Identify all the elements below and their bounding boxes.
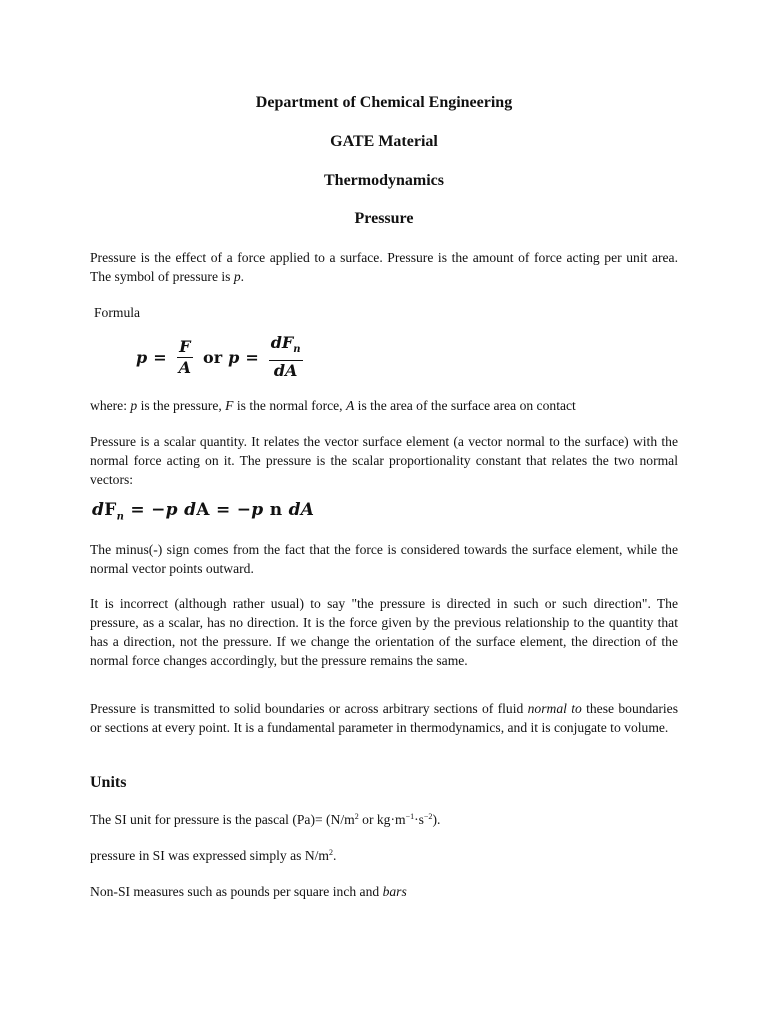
fraction-numerator-sub: n bbox=[293, 344, 301, 356]
pressure-formula bbox=[136, 331, 307, 383]
formula-equals-2: = bbox=[245, 347, 259, 367]
vector-formula-a: A bbox=[196, 500, 210, 520]
transmitted-after: these boundaries or sections at every point. It is a fundamental parameter in thermodynamics, and it is conjugate to volume. bbox=[90, 701, 679, 735]
si-unit-sup3: −2 bbox=[423, 812, 433, 821]
where-a-text: is the area of the surface area on contact bbox=[354, 398, 576, 413]
si-expressed-end: . bbox=[333, 848, 337, 863]
si-unit-before: The SI unit for pressure is the pascal (Pa)= (N/m bbox=[90, 812, 355, 827]
vector-formula-f: F bbox=[104, 500, 117, 520]
department-title: Department of Chemical Engineering bbox=[255, 94, 513, 111]
transmitted-paragraph bbox=[90, 699, 678, 737]
where-lead: where: bbox=[90, 398, 131, 413]
fraction-numerator-f: F bbox=[179, 336, 191, 356]
vector-formula-d: d bbox=[92, 500, 105, 520]
transmitted-before: Pressure is transmitted to solid boundaries or across arbitrary sections of fluid bbox=[90, 701, 528, 716]
minus-sign-paragraph: The minus(-) sign comes from the fact that the force is considered towards the surface element, while the normal vector points outward. bbox=[90, 542, 678, 576]
si-expressed-before: pressure in SI was expressed simply as N/m bbox=[90, 848, 329, 863]
fraction-denominator-da: dA bbox=[273, 361, 298, 381]
si-unit-sup2: −1 bbox=[405, 812, 415, 821]
material-title: GATE Material bbox=[330, 133, 438, 150]
where-f-text: is the normal force, bbox=[233, 398, 346, 413]
non-si-before: Non-SI measures such as pounds per square inch and bbox=[90, 884, 383, 899]
vector-formula-part2: = −p bbox=[209, 500, 270, 520]
transmitted-italic: normal to bbox=[527, 701, 582, 716]
vector-formula-n: n bbox=[269, 500, 283, 520]
si-unit-dot: ·s bbox=[414, 812, 424, 827]
formula-label: Formula bbox=[94, 305, 141, 320]
si-expressed-line bbox=[90, 846, 678, 865]
vector-formula-sub: n bbox=[116, 511, 125, 523]
topic-title: Pressure bbox=[354, 210, 414, 227]
si-unit-sup1: 2 bbox=[354, 812, 359, 821]
fraction-denominator-a: A bbox=[178, 357, 192, 377]
fraction-numerator-dfn-text: dF bbox=[270, 332, 294, 352]
where-p-symbol: p bbox=[130, 398, 138, 413]
pressure-symbol: p bbox=[233, 269, 241, 284]
where-p-text: is the pressure, bbox=[137, 398, 226, 413]
formula-p: p bbox=[136, 347, 148, 367]
non-si-line bbox=[90, 882, 678, 901]
where-a-symbol: A bbox=[345, 398, 355, 413]
si-unit-end: ). bbox=[432, 812, 441, 827]
scalar-paragraph: Pressure is a scalar quantity. It relates the vector surface element (a vector normal to the surface) with the normal force acting on it. The pressure is the scalar proportionality constant that relates the two normal vectors: bbox=[90, 434, 678, 487]
si-expressed-sup: 2 bbox=[329, 848, 333, 857]
intro-text: Pressure is the effect of a force applied to a surface. Pressure is the amount of force acting per unit area. The symbol of pressure is bbox=[90, 250, 678, 284]
where-line bbox=[90, 396, 678, 415]
fraction-f-over-a bbox=[177, 337, 193, 378]
si-unit-middle: or kg·m bbox=[358, 812, 406, 827]
formula-or: or bbox=[203, 347, 223, 367]
subject-title: Thermodynamics bbox=[324, 172, 444, 189]
fraction-dfn-over-da bbox=[269, 333, 303, 381]
units-heading: Units bbox=[90, 774, 127, 791]
vector-formula-part3: dA bbox=[282, 500, 315, 520]
where-f-symbol: F bbox=[225, 398, 234, 413]
intro-paragraph bbox=[90, 248, 678, 286]
intro-end: . bbox=[240, 269, 245, 284]
formula-equals-1: = bbox=[153, 347, 167, 367]
vector-formula-part1: = −p d bbox=[124, 500, 197, 520]
si-unit-line bbox=[90, 810, 678, 829]
vector-formula bbox=[92, 500, 314, 522]
formula-p-2: p bbox=[228, 347, 240, 367]
fraction-numerator-dfn bbox=[269, 333, 303, 360]
incorrect-direction-paragraph: It is incorrect (although rather usual) to say "the pressure is directed in such or such direction". The pressure, as a scalar, has no direction. It is the force given by the previous relationship to the quantity that has a direction, not the pressure. If we change the orientation of the surface element, the direction of the normal force changes accordingly, but the pressure remains the same. bbox=[90, 596, 678, 668]
non-si-italic: bars bbox=[382, 884, 407, 899]
